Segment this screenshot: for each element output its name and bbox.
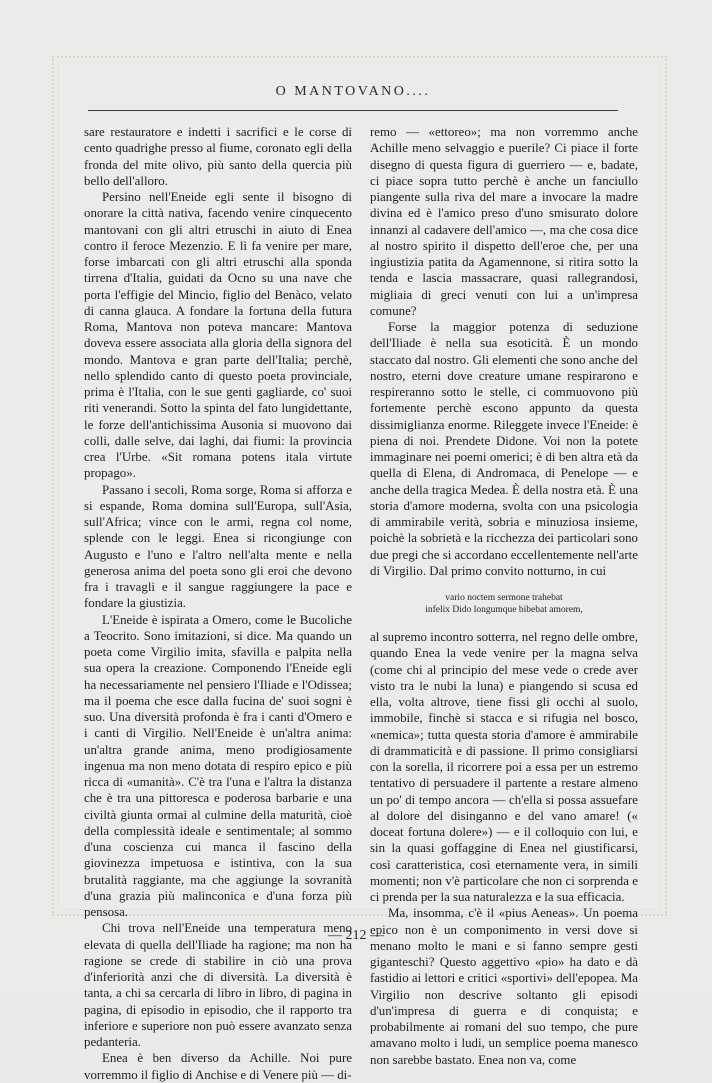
paragraph: Ma, insomma, c'è il «pius Aeneas». Un poema epico non è un componimento in versi dove si menano molto le mani e si fanno sempre gesti giganteschi? Questo aggettivo «pio» ha dato e dà fastidio ai lettori e critici «sportivi» dell'epopea. Ma Virgilio non descrive soltanto gli episodi d'un'impresa di guerra e di conquista; e probabilmente ai romani del suo tempo, che pure amavano molto i ludi, un semplice poema manesco non sarebbe bastato. Enea non va, come [370,906,638,1067]
paragraph: Enea è ben diverso da Achille. Noi pure vorremmo il figlio di Anchise e di Venere più — di- [84,1051,352,1082]
paragraph: L'Eneide è ispirata a Omero, come le Bucoliche a Teocrito. Sono imitazioni, si dice. Ma quando un poeta come Virgilio imita, sfavilla e palpita nella sua opera la creazione. Componendo l'Eneide egli ha necessariamente nel pensiero l'Iliade e l'Odissea; ma il poema che esce dalla fucina de' suoi sogni è suo. Una diversità profonda è fra i canti d'Omero e i canti di Virgilio. Nell'Eneide è un'altra anima: un'altra grande anima, meno prodigiosamente ingenua ma non meno dotata di respiro epico e più ricca di «umanità». C'è tra l'una e l'altra la distanza che è tra una pittoresca e poderosa barbarie e una civiltà giunta ormai al culmine della maturità, cioè della complessità ideale e sentimentale; al sommo d'una coscienza cui manca il fascino della giovinezza impetuosa e istintiva, con la sua brutalità raggiante, ma che aggiunge la sovranità d'una grazia più malinconica e d'una forza più pensosa. [84,612,352,919]
paragraph: al supremo incontro sotterra, nel regno delle ombre, quando Enea la vede venire per la magna selva (come chi al principio del mese vede o crede aver visto tra le nubi la luna) e piangendo si scusa ed ella, volta altrove, tiene fissi gli occhi al suolo, immobile, finchè si stacca e si rifugia nel bosco, «nemica»; tutta questa storia d'amore è ammirabile di drammaticità e di passione. Il primo consigliarsi con la sorella, il ricorrere poi a essa per un estremo tentativo di persuadere il partente a restare almeno un po' di tempo ancora — ch'ella si possa assuefare al dolore del disinganno e del vano amare! (« doceat fortuna dolere») — e il colloquio con lui, e sin la quasi goffaggine di Enea nel giustificarsi, così caratteristica, così eternamente vera, in simili momenti; non v'è particolare che non ci sorprenda e ci prenda per la sua naturalezza e la sua efficacia. [370,630,638,904]
right-column [370,124,638,1068]
paragraph: remo — «ettoreo»; ma non vorremmo anche Achille meno selvaggio e puerile? Ci piace il forte disegno di questa figura di guerriero — e, badate, ci piace sopra tutto perchè è anche un fanciullo piangente sulla riva del mare a invocare la madre divina ed è l'amico preso d'uno smisurato dolore innanzi al cadavere dell'amico —, ma che cosa dice al nostro spirito il dispetto dell'eroe che, per una ingiustizia patita da Agamennone, si ritira sotto la tenda e lascia massacrare, quasi rallegrandosi, migliaia di greci venuti con lui a un'impresa comune? [370,125,638,318]
running-header: O MANTOVANO.... [275,84,431,99]
paragraph: Passano i secoli, Roma sorge, Roma si afforza e si espande, Roma domina sull'Europa, sull'Asia, sull'Africa; vince con le armi, regna col nome, splende con le leggi. Enea si ricongiunge con Augusto e l'uno e l'altro nell'alta mente e nella generosa anima del poeta sono gli eroi che devono fra i travagli e il sangue raggiungere la pace e fondare la giustizia. [84,482,352,611]
paragraph: sare restauratore e indetti i sacrifici e le corse di cento quadrighe presso al fiume, coronato egli della fronda del mite olivo, più santo della quercia più bello dell'alloro. [84,125,352,188]
page-number: — 212 — [328,928,384,943]
quote-line: vario noctem sermone trahebat [445,593,563,603]
latin-quote [370,593,638,616]
paragraph: Forse la maggior potenza di seduzione dell'Iliade è nella sua esoticità. È un mondo staccato dal nostro. Gli elementi che sono anche del nostro, eterni dove creature umane respirarono e respireranno sotto le stelle, ci commuovono più fortemente perchè escono appunto da questa dissimiglianza enorme. Rileggete invece l'Eneide: è piena di noi. Prendete Didone. Voi non la potete immaginare nei poemi omerici; è di ben altra età da quella di Elena, di Andromaca, di Penelope — e anche della tragica Medea. È della nostra età. È una storia d'amore moderna, svolta con una psicologia di ammirabile verità, sobria e minuziosa insieme, poichè la sobrietà e la ricchezza dei particolari sono due pregi che si accordano eccellentemente nell'arte di Virgilio. Dal primo convito notturno, in cui [370,320,638,578]
paragraph: Persino nell'Eneide egli sente il bisogno di onorare la città nativa, facendo venire cinquecento mantovani con gli altri etruschi in aiuto di Enea contro il feroce Mezenzio. E lì fa venire per mare, forse imbarcati con gli altri etruschi alla sponda tirrena d'Italia, guidati da Ocno su una nave che porta l'effigie del Mincio, figlio del Benàco, velato di canna glauca. A fondare la fortuna della futura Roma, Mantova non poteva mancare: Mantova doveva essere associata alla gloria della signora del mondo. Mantova e gran parte dell'Italia; perchè, nello splendido canto di questo poeta provinciale, prima è l'Italia, con le sue genti gagliarde, co' suoi riti venerandi. Sotto la spinta del fato lungidettante, le forze dell'antichissima Ausonia si muovono dai colli, dalle selve, dai laghi, dai fiumi: la provincia crea l'Urbe. «Sit romana potens itala virtute propago». [84,190,352,481]
header-rule [88,110,618,111]
quote-line: infelix Dido longumque bibebat amorem, [425,604,583,615]
paragraph: Chi trova nell'Eneide una temperatura meno elevata di quella dell'Iliade ha ragione; ma non ha ragione se crede di stabilire in ciò una prova d'inferiorità anzi che di diversità. La diversità è tanta, a chi sa cercarla di libro in libro, di pagina in pagina, di episodio in episodio, che il rapporto tra inferiore e superiore non può essere avanzato senza pedanteria. [84,921,352,1049]
